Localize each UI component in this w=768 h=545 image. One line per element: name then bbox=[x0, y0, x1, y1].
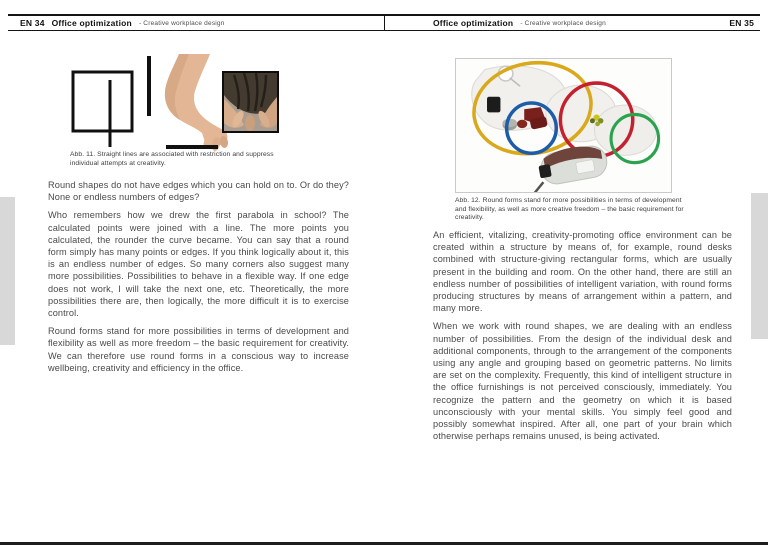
header-title-left: Office optimization bbox=[51, 18, 132, 28]
figure-abb12-round-desks-photo bbox=[455, 58, 672, 193]
header-subtitle-right: - Creative workplace design bbox=[520, 19, 606, 27]
page-number-right: EN 35 bbox=[729, 18, 754, 28]
paragraph: An efficient, vitalizing, creativity-promoting office environment can be created within a structure by means of, for example, round desks combined with structure-giving rectangular forms, which are usually present in the building and room. On the other hand, there are still an endless number of possibilities of intelligent variation, with round forms producing structures by means of arrangement within a pattern, and many more. bbox=[433, 230, 732, 314]
figure-caption-abb12: Abb. 12. Round forms stand for more possibilities in terms of development and flexibility, as well as more creative freedom – the basic requirement for creativity. bbox=[455, 197, 684, 222]
body-text-right bbox=[433, 229, 732, 448]
header-left bbox=[20, 17, 225, 29]
page-edge-tab-right bbox=[751, 193, 768, 339]
body-text-left bbox=[48, 179, 349, 380]
figure-caption-abb11: Abb. 11. Straight lines are associated with restriction and suppress individual attempts at creativity. bbox=[70, 151, 274, 167]
figure-abb11-hands-in-hair-photo bbox=[222, 71, 279, 133]
page-edge-tab-left bbox=[0, 197, 15, 345]
header-title-right: Office optimization bbox=[433, 18, 514, 28]
header-gutter-divider bbox=[384, 14, 385, 31]
figure-abb11-square-drawing bbox=[66, 63, 148, 155]
header-subtitle-left: - Creative workplace design bbox=[138, 19, 225, 27]
page-number-left: EN 34 bbox=[20, 18, 45, 28]
paragraph: Round forms stand for more possibilities in terms of development and flexibility as well as more freedom – the basic requirement for creativity. We can therefore use round forms in a conscious way to increase wellbeing, creativity and efficiency in the office. bbox=[48, 326, 349, 373]
paragraph: Round shapes do not have edges which you can hold on to. Or do they? None or endless numbers of edges? bbox=[48, 180, 350, 203]
paragraph: Who remembers how we drew the first parabola in school? The calculated points were joined with a line. The more points you calculated, the rounder the curve became. You can say that a round form simply has many points or edges. If you think logically about it, this is an endless number of edges. So many corners also suggest many more possibilities. Possibilities to behave in a flexible way. If one edge does not work, I will take the next one, etc. Theoretically, the more possibilities there are, then logically, the more difficult it is to exercise control. bbox=[48, 210, 349, 319]
header-right bbox=[433, 17, 754, 29]
paragraph: When we work with round shapes, we are dealing with an endless number of possibilities. From the design of the individual desk and additional components, through to the arrangement of the components using any angle and grouping based on geometric patterns. No limits are set on the complexity. Frequently, this kind of intelligent structure in the office furnishings is not perceived consciously, immediately. You recognize the pattern and the geometry on which it is based unconsciously with your mental skills. You simply feel good and possibly somewhat inspired. After all, one part of your brain which otherwise perhaps remains unused, is being activated. bbox=[433, 321, 732, 442]
